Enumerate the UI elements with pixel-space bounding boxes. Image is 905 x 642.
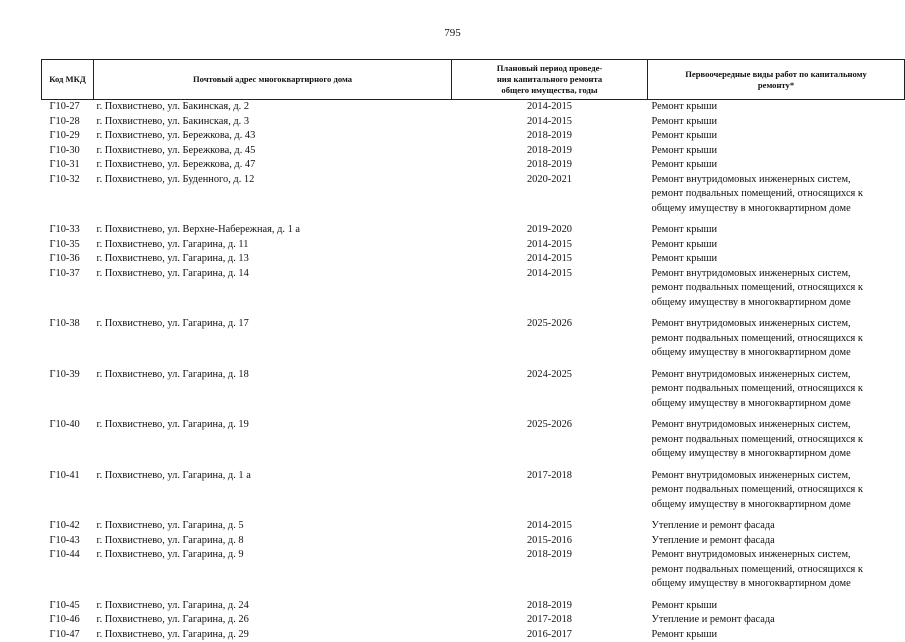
works-line: общему имуществу в многоквартирном доме — [652, 577, 905, 592]
table-row — [42, 469, 905, 520]
cell-code: Г10-37 — [42, 267, 94, 318]
header-works-line: Первоочередные виды работ по капитальному — [654, 69, 898, 80]
table-row — [42, 115, 905, 130]
cell-period: 2016-2017 — [452, 628, 648, 642]
cell-works — [648, 129, 905, 144]
cell-works — [648, 317, 905, 368]
table-header-row — [42, 60, 905, 100]
works-line: Утепление и ремонт фасада — [652, 613, 905, 628]
cell-works — [648, 238, 905, 253]
cell-code: Г10-45 — [42, 599, 94, 614]
works-line: Ремонт крыши — [652, 223, 905, 238]
cell-address: г. Похвистнево, ул. Гагарина, д. 29 — [94, 628, 452, 642]
works-line: Ремонт крыши — [652, 115, 905, 130]
works-line: Ремонт крыши — [652, 100, 905, 115]
cell-code: Г10-35 — [42, 238, 94, 253]
cell-code: Г10-28 — [42, 115, 94, 130]
cell-works — [648, 599, 905, 614]
cell-period: 2025-2026 — [452, 317, 648, 368]
cell-period: 2014-2015 — [452, 267, 648, 318]
cell-code: Г10-39 — [42, 368, 94, 419]
cell-works — [648, 223, 905, 238]
header-period-line: ния капитального ремонта — [458, 74, 641, 85]
cell-period: 2020-2021 — [452, 173, 648, 224]
cell-address: г. Похвистнево, ул. Гагарина, д. 24 — [94, 599, 452, 614]
works-line: ремонт подвальных помещений, относящихся к — [652, 382, 905, 397]
works-line: Ремонт внутридомовых инженерных систем, — [652, 548, 905, 563]
cell-period: 2014-2015 — [452, 100, 648, 115]
table-row — [42, 267, 905, 318]
cell-works — [648, 252, 905, 267]
cell-period: 2015-2016 — [452, 534, 648, 549]
table-row — [42, 548, 905, 599]
works-line: Ремонт внутридомовых инженерных систем, — [652, 173, 905, 188]
works-line: Ремонт внутридомовых инженерных систем, — [652, 368, 905, 383]
cell-code: Г10-41 — [42, 469, 94, 520]
cell-code: Г10-43 — [42, 534, 94, 549]
cell-period: 2017-2018 — [452, 469, 648, 520]
cell-period: 2024-2025 — [452, 368, 648, 419]
cell-period: 2019-2020 — [452, 223, 648, 238]
header-period-line: общего имущества, годы — [458, 85, 641, 96]
works-line: Ремонт крыши — [652, 144, 905, 159]
cell-code: Г10-32 — [42, 173, 94, 224]
cell-works — [648, 613, 905, 628]
table-row — [42, 144, 905, 159]
cell-address: г. Похвистнево, ул. Гагарина, д. 18 — [94, 368, 452, 419]
works-line: ремонт подвальных помещений, относящихся к — [652, 483, 905, 498]
cell-address: г. Похвистнево, ул. Бережкова, д. 45 — [94, 144, 452, 159]
table-row — [42, 519, 905, 534]
works-line: ремонт подвальных помещений, относящихся к — [652, 563, 905, 578]
cell-period: 2014-2015 — [452, 115, 648, 130]
works-line: ремонт подвальных помещений, относящихся к — [652, 433, 905, 448]
works-line: общему имуществу в многоквартирном доме — [652, 447, 905, 462]
cell-works — [648, 368, 905, 419]
works-line: ремонт подвальных помещений, относящихся к — [652, 332, 905, 347]
cell-period: 2018-2019 — [452, 548, 648, 599]
works-line: Ремонт внутридомовых инженерных систем, — [652, 317, 905, 332]
works-line: ремонт подвальных помещений, относящихся к — [652, 281, 905, 296]
cell-address: г. Похвистнево, ул. Бережкова, д. 43 — [94, 129, 452, 144]
works-line: общему имуществу в многоквартирном доме — [652, 296, 905, 311]
cell-works — [648, 158, 905, 173]
header-works-line: ремонту* — [654, 80, 898, 91]
cell-address: г. Похвистнево, ул. Бережкова, д. 47 — [94, 158, 452, 173]
table-row — [42, 418, 905, 469]
cell-works — [648, 534, 905, 549]
table-row — [42, 223, 905, 238]
works-line: общему имуществу в многоквартирном доме — [652, 397, 905, 412]
cell-address: г. Похвистнево, ул. Буденного, д. 12 — [94, 173, 452, 224]
cell-works — [648, 100, 905, 115]
cell-works — [648, 267, 905, 318]
cell-address: г. Похвистнево, ул. Гагарина, д. 26 — [94, 613, 452, 628]
cell-address: г. Похвистнево, ул. Гагарина, д. 13 — [94, 252, 452, 267]
table-row — [42, 238, 905, 253]
table-row — [42, 534, 905, 549]
cell-code: Г10-31 — [42, 158, 94, 173]
works-line: Ремонт крыши — [652, 238, 905, 253]
works-line: Ремонт крыши — [652, 252, 905, 267]
cell-address: г. Похвистнево, ул. Гагарина, д. 9 — [94, 548, 452, 599]
works-line: Ремонт крыши — [652, 129, 905, 144]
header-works — [648, 60, 905, 100]
cell-address: г. Похвистнево, ул. Верхне-Набережная, д. 1 а — [94, 223, 452, 238]
table-row — [42, 368, 905, 419]
header-period-line: Плановый период проведе- — [458, 63, 641, 74]
cell-address: г. Похвистнево, ул. Гагарина, д. 11 — [94, 238, 452, 253]
page-number: 795 — [0, 27, 905, 39]
cell-code: Г10-30 — [42, 144, 94, 159]
cell-address: г. Похвистнево, ул. Бакинская, д. 2 — [94, 100, 452, 115]
cell-address: г. Похвистнево, ул. Гагарина, д. 8 — [94, 534, 452, 549]
cell-works — [648, 144, 905, 159]
header-address: Почтовый адрес многоквартирного дома — [94, 60, 452, 100]
header-code: Код МКД — [42, 60, 94, 100]
works-line: общему имуществу в многоквартирном доме — [652, 498, 905, 513]
cell-works — [648, 548, 905, 599]
cell-code: Г10-33 — [42, 223, 94, 238]
cell-address: г. Похвистнево, ул. Гагарина, д. 5 — [94, 519, 452, 534]
works-line: Ремонт внутридомовых инженерных систем, — [652, 267, 905, 282]
cell-address: г. Похвистнево, ул. Бакинская, д. 3 — [94, 115, 452, 130]
buildings-table — [41, 59, 905, 642]
cell-period: 2017-2018 — [452, 613, 648, 628]
works-line: Ремонт крыши — [652, 628, 905, 642]
cell-period: 2014-2015 — [452, 519, 648, 534]
works-line: общему имуществу в многоквартирном доме — [652, 202, 905, 217]
cell-address: г. Похвистнево, ул. Гагарина, д. 14 — [94, 267, 452, 318]
works-line: Утепление и ремонт фасада — [652, 534, 905, 549]
cell-works — [648, 115, 905, 130]
table-row — [42, 599, 905, 614]
table-row — [42, 173, 905, 224]
works-line: Ремонт крыши — [652, 599, 905, 614]
header-period — [452, 60, 648, 100]
works-line: ремонт подвальных помещений, относящихся к — [652, 187, 905, 202]
cell-works — [648, 469, 905, 520]
table-body — [42, 100, 905, 642]
cell-code: Г10-38 — [42, 317, 94, 368]
cell-address: г. Похвистнево, ул. Гагарина, д. 19 — [94, 418, 452, 469]
cell-code: Г10-42 — [42, 519, 94, 534]
works-line: Ремонт крыши — [652, 158, 905, 173]
cell-code: Г10-46 — [42, 613, 94, 628]
cell-code: Г10-29 — [42, 129, 94, 144]
cell-period: 2018-2019 — [452, 158, 648, 173]
works-line: Утепление и ремонт фасада — [652, 519, 905, 534]
table-row — [42, 317, 905, 368]
table-row — [42, 129, 905, 144]
works-line: Ремонт внутридомовых инженерных систем, — [652, 418, 905, 433]
works-line: Ремонт внутридомовых инженерных систем, — [652, 469, 905, 484]
table-row — [42, 100, 905, 115]
cell-period: 2018-2019 — [452, 144, 648, 159]
cell-period: 2014-2015 — [452, 252, 648, 267]
cell-works — [648, 519, 905, 534]
cell-period: 2018-2019 — [452, 129, 648, 144]
table-row — [42, 158, 905, 173]
cell-period: 2025-2026 — [452, 418, 648, 469]
cell-period: 2014-2015 — [452, 238, 648, 253]
cell-code: Г10-36 — [42, 252, 94, 267]
cell-address: г. Похвистнево, ул. Гагарина, д. 1 а — [94, 469, 452, 520]
cell-address: г. Похвистнево, ул. Гагарина, д. 17 — [94, 317, 452, 368]
cell-code: Г10-47 — [42, 628, 94, 642]
cell-period: 2018-2019 — [452, 599, 648, 614]
cell-code: Г10-27 — [42, 100, 94, 115]
works-line: общему имуществу в многоквартирном доме — [652, 346, 905, 361]
cell-code: Г10-44 — [42, 548, 94, 599]
cell-works — [648, 418, 905, 469]
cell-code: Г10-40 — [42, 418, 94, 469]
table-row — [42, 252, 905, 267]
cell-works — [648, 173, 905, 224]
table-row — [42, 613, 905, 628]
